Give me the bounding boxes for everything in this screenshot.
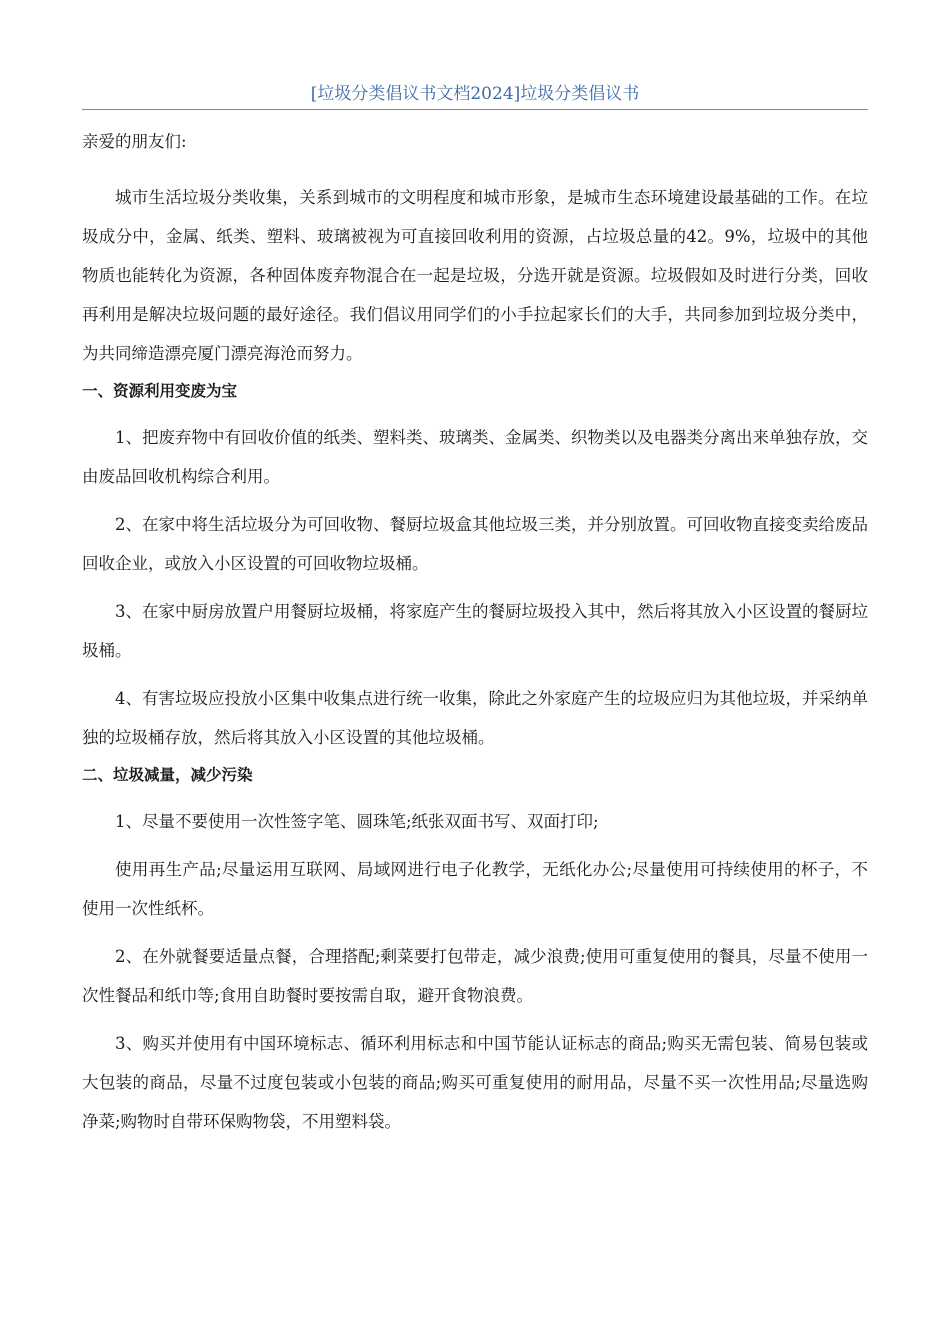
section1-item-3: 3、在家中厨房放置户用餐厨垃圾桶，将家庭产生的餐厨垃圾投入其中，然后将其放入小区设置的餐厨垃圾桶。 [82, 602, 868, 660]
section-heading-1: 一、资源利用变废为宝 [82, 382, 238, 400]
section2-item-1: 1、尽量不要使用一次性签字笔、圆珠笔;纸张双面书写、双面打印; [115, 812, 599, 831]
header-title: [垃圾分类倡议书文档2024]垃圾分类倡议书 [310, 84, 640, 104]
section1-item-2: 2、在家中将生活垃圾分为可回收物、餐厨垃圾盒其他垃圾三类，并分别放置。可回收物直接变卖给废品回收企业，或放入小区设置的可回收物垃圾桶。 [82, 515, 868, 573]
section2-item-4: 3、购买并使用有中国环境标志、循环利用标志和中国节能认证标志的商品;购买无需包装、简易包装或大包装的商品，尽量不过度包装或小包装的商品;购买可重复使用的耐用品，尽量不买一次性用品;尽量选购净菜;购物时自带环保购物袋，不用塑料袋。 [82, 1034, 868, 1131]
document-body [82, 124, 868, 1141]
section2-item-3: 2、在外就餐要适量点餐，合理搭配;剩菜要打包带走，减少浪费;使用可重复使用的餐具，尽量不使用一次性餐品和纸巾等;食用自助餐时要按需自取，避开食物浪费。 [82, 947, 868, 1005]
section-heading-2: 二、垃圾减量，减少污染 [82, 766, 253, 784]
section2-item-2: 使用再生产品;尽量运用互联网、局域网进行电子化教学，无纸化办公;尽量使用可持续使用的杯子，不使用一次性纸杯。 [82, 860, 868, 918]
section1-item-1: 1、把废弃物中有回收价值的纸类、塑料类、玻璃类、金属类、织物类以及电器类分离出来单独存放，交由废品回收机构综合利用。 [82, 428, 868, 486]
section1-item-4: 4、有害垃圾应投放小区集中收集点进行统一收集，除此之外家庭产生的垃圾应归为其他垃圾，并采纳单独的垃圾桶存放，然后将其放入小区设置的其他垃圾桶。 [82, 689, 868, 747]
document-header [82, 83, 868, 110]
salutation: 亲爱的朋友们: [82, 132, 187, 151]
intro-paragraph: 城市生活垃圾分类收集，关系到城市的文明程度和城市形象，是城市生态环境建设最基础的工作。在垃圾成分中，金属、纸类、塑料、玻璃被视为可直接回收利用的资源，占垃圾总量的42。9%，垃圾中的其他物质也能转化为资源，各种固体废弃物混合在一起是垃圾，分选开就是资源。垃圾假如及时进行分类，回收再利用是解决垃圾问题的最好途径。我们倡议用同学们的小手拉起家长们的大手，共同参加到垃圾分类中，为共同缔造漂亮厦门漂亮海沧而努力。 [82, 188, 868, 363]
document-page [82, 0, 868, 1141]
